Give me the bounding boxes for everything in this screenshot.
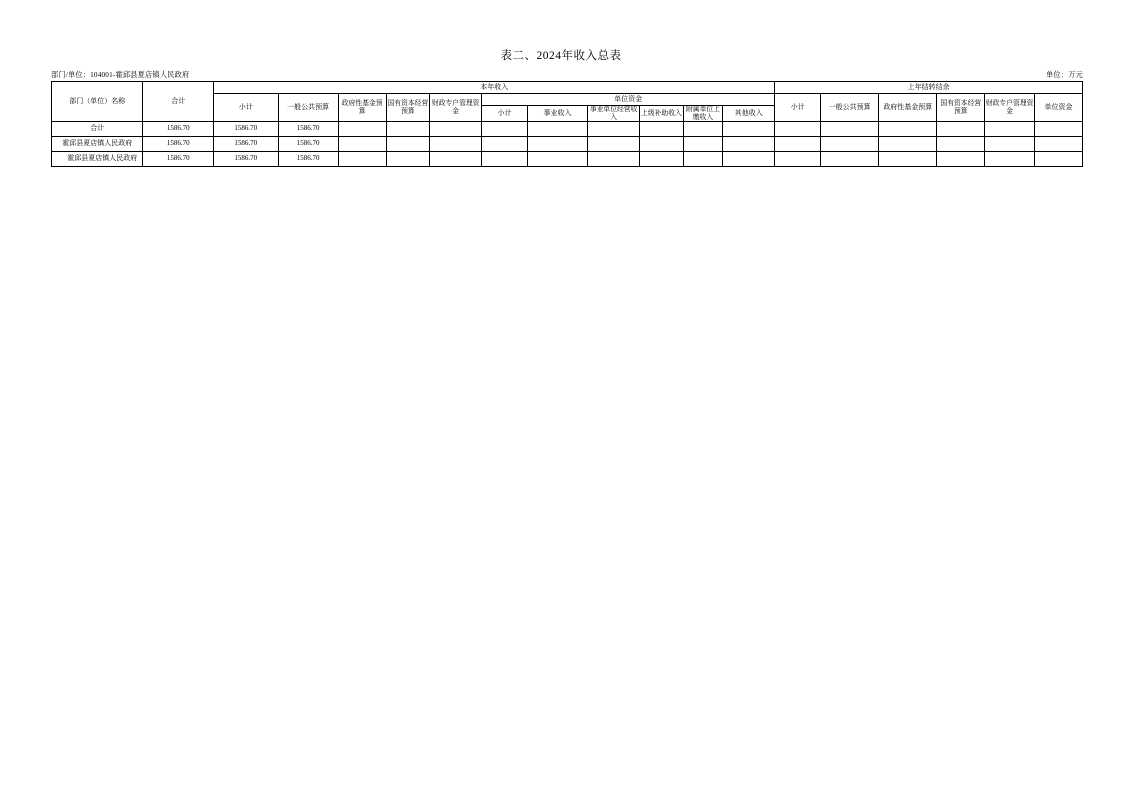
- row-name: 霍邱县夏店镇人民政府: [52, 152, 143, 167]
- col-py-state-capital-budget: 国有资本经营预算: [937, 94, 985, 122]
- cell-cy-public-budget: 1586.70: [278, 122, 338, 137]
- cell-py-unit-funds: [1035, 152, 1083, 167]
- col-uf-subtotal: 小计: [482, 106, 528, 122]
- cell-uf-superior-subsidy: [640, 122, 684, 137]
- cell-cy-gov-fund-budget: [338, 152, 386, 167]
- cell-py-state-capital-budget: [937, 152, 985, 167]
- group-unit-funds: 单位资金: [482, 94, 775, 106]
- col-cy-gov-fund-budget: 政府性基金预算: [338, 94, 386, 122]
- cell-uf-business-income: [527, 122, 587, 137]
- cell-cy-public-budget: 1586.70: [278, 152, 338, 167]
- row-name: 合计: [52, 122, 143, 137]
- cell-uf-business-unit-income: [588, 137, 640, 152]
- cell-uf-business-income: [527, 152, 587, 167]
- cell-uf-other-income: [723, 152, 775, 167]
- cell-py-fiscal-special-account: [985, 122, 1035, 137]
- cell-total: 1586.70: [143, 137, 214, 152]
- cell-uf-other-income: [723, 122, 775, 137]
- cell-py-unit-funds: [1035, 137, 1083, 152]
- group-prior-year-carryover: 上年结转结余: [775, 82, 1083, 94]
- cell-py-unit-funds: [1035, 122, 1083, 137]
- cell-py-public-budget: [821, 152, 879, 167]
- cell-uf-business-income: [527, 137, 587, 152]
- table-row: [52, 122, 1083, 137]
- cell-cy-state-capital-budget: [386, 152, 430, 167]
- cell-uf-affiliated-remittance: [683, 122, 722, 137]
- cell-uf-subtotal: [482, 122, 528, 137]
- cell-uf-subtotal: [482, 137, 528, 152]
- cell-uf-business-unit-income: [588, 122, 640, 137]
- cell-uf-affiliated-remittance: [683, 152, 722, 167]
- col-py-public-budget: 一般公共预算: [821, 94, 879, 122]
- col-total: 合计: [143, 82, 214, 122]
- cell-py-public-budget: [821, 137, 879, 152]
- col-cy-public-budget: 一般公共预算: [278, 94, 338, 122]
- cell-cy-state-capital-budget: [386, 122, 430, 137]
- cell-py-gov-fund-budget: [879, 137, 937, 152]
- unit-label: 单位：万元: [1046, 71, 1083, 79]
- col-cy-state-capital-budget: 国有资本经营预算: [386, 94, 430, 122]
- col-uf-other-income: 其他收入: [723, 106, 775, 122]
- cell-uf-subtotal: [482, 152, 528, 167]
- cell-cy-subtotal: 1586.70: [214, 122, 278, 137]
- cell-cy-fiscal-special-account: [430, 137, 482, 152]
- cell-uf-superior-subsidy: [640, 137, 684, 152]
- cell-cy-subtotal: 1586.70: [214, 152, 278, 167]
- cell-py-subtotal: [775, 152, 821, 167]
- cell-uf-other-income: [723, 137, 775, 152]
- col-cy-subtotal: 小计: [214, 94, 278, 122]
- cell-cy-public-budget: 1586.70: [278, 137, 338, 152]
- col-py-fiscal-special-account: 财政专户管理资金: [985, 94, 1035, 122]
- cell-cy-gov-fund-budget: [338, 122, 386, 137]
- cell-total: 1586.70: [143, 122, 214, 137]
- table-row: [52, 152, 1083, 167]
- table-body: [52, 122, 1083, 167]
- cell-uf-business-unit-income: [588, 152, 640, 167]
- cell-cy-gov-fund-budget: [338, 137, 386, 152]
- department-label: 部门/单位：104001-霍邱县夏店镇人民政府: [51, 71, 190, 79]
- cell-py-subtotal: [775, 137, 821, 152]
- table-row: [52, 137, 1083, 152]
- col-uf-business-income: 事业收入: [527, 106, 587, 122]
- group-current-year-income: 本年收入: [214, 82, 775, 94]
- col-uf-business-unit-income: 事业单位经营收入: [588, 106, 640, 122]
- col-py-subtotal: 小计: [775, 94, 821, 122]
- cell-py-subtotal: [775, 122, 821, 137]
- cell-cy-subtotal: 1586.70: [214, 137, 278, 152]
- cell-py-gov-fund-budget: [879, 122, 937, 137]
- cell-py-state-capital-budget: [937, 137, 985, 152]
- cell-py-state-capital-budget: [937, 122, 985, 137]
- col-py-gov-fund-budget: 政府性基金预算: [879, 94, 937, 122]
- col-py-unit-funds: 单位资金: [1035, 94, 1083, 122]
- col-uf-affiliated-remittance: 附属单位上缴收入: [683, 106, 722, 122]
- cell-cy-fiscal-special-account: [430, 152, 482, 167]
- cell-py-fiscal-special-account: [985, 152, 1035, 167]
- col-dept-name: 部门（单位）名称: [52, 82, 143, 122]
- cell-uf-affiliated-remittance: [683, 137, 722, 152]
- page-title: 表二、2024年收入总表: [500, 50, 622, 62]
- income-summary-table: [51, 81, 1083, 167]
- col-cy-fiscal-special-account: 财政专户管理资金: [430, 94, 482, 122]
- row-name: 霍邱县夏店镇人民政府: [52, 137, 143, 152]
- cell-py-fiscal-special-account: [985, 137, 1035, 152]
- cell-py-gov-fund-budget: [879, 152, 937, 167]
- col-uf-superior-subsidy: 上级补助收入: [640, 106, 684, 122]
- cell-py-public-budget: [821, 122, 879, 137]
- cell-total: 1586.70: [143, 152, 214, 167]
- cell-cy-state-capital-budget: [386, 137, 430, 152]
- cell-cy-fiscal-special-account: [430, 122, 482, 137]
- cell-uf-superior-subsidy: [640, 152, 684, 167]
